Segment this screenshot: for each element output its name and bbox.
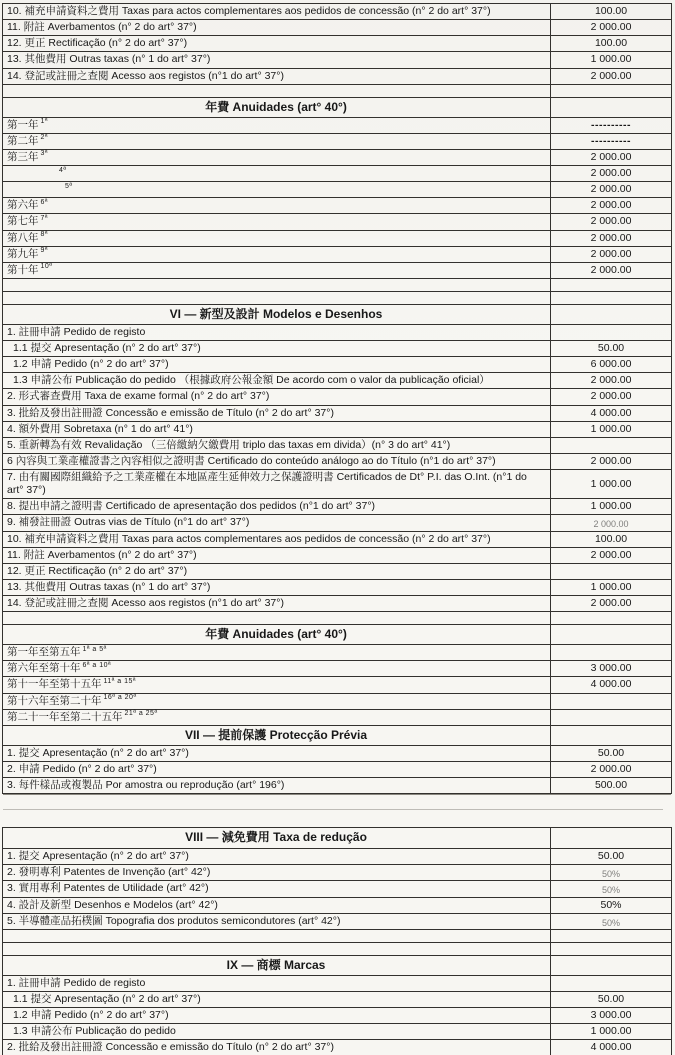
- fee-amount-cell: [551, 865, 671, 880]
- fee-amount-cell: [551, 849, 671, 864]
- fee-amount: 4 000.00: [590, 406, 632, 419]
- fee-amount-cell: [551, 231, 671, 246]
- fee-label: 第十六年至第二十年 $^{16ª a 20ª}$: [3, 694, 551, 709]
- table-block-reduction-fees-and-marks: [2, 827, 672, 1055]
- fee-amount-cell: [551, 438, 671, 453]
- fee-amount-cell: [551, 279, 671, 291]
- fee-label: 4. 設計及新型 Desenhos e Modelos (art° 42°): [3, 898, 551, 913]
- fee-row: [3, 913, 671, 929]
- fee-row: [3, 991, 671, 1007]
- fee-label: 第六年至第十年 $^{6ª a 10ª}$: [3, 661, 551, 676]
- fee-row: [3, 356, 671, 372]
- fee-amount-cell: [551, 69, 671, 84]
- fee-label: 1. 提交 Apresentação (n° 2 do art° 37°): [3, 849, 551, 864]
- fee-amount: 6 000.00: [590, 358, 632, 371]
- fee-label: 10. 補充申請資料之費用 Taxas para actos complementares aos pedidos de concessão (n° 2 do art° 37°): [3, 532, 551, 547]
- fee-row: [3, 437, 671, 453]
- fee-amount: 2 000.00: [590, 199, 632, 212]
- fee-label: 9. 補發註冊證 Outras vias de Título (n°1 do art° 37°): [3, 515, 551, 530]
- year-range-superscript: 3ª: [40, 150, 48, 158]
- fee-amount: 2 000.00: [590, 762, 632, 775]
- fee-amount: ----------: [591, 118, 631, 131]
- blank-row: [3, 942, 671, 955]
- section-title: 年費 Anuidades (art° 40°): [3, 625, 551, 644]
- fee-amount-cell: [551, 357, 671, 372]
- fee-label: 第八年 $^{8ª}$: [3, 231, 551, 246]
- fee-amount-cell: [551, 20, 671, 35]
- fee-row: [3, 4, 671, 19]
- fee-amount: 2 000.00: [590, 548, 632, 561]
- fee-label: 13. 其他費用 Outras taxas (n° 1 do art° 37°): [3, 52, 551, 67]
- fee-amount-cell: [551, 499, 671, 514]
- fee-label: 2. 批給及發出註冊證 Concessão e emissão do Título (n° 2 do art° 37°): [3, 1040, 551, 1055]
- fee-label: 8. 提出申請之證明書 Certificado de apresentação dos pedidos (n°1 do art° 37°): [3, 499, 551, 514]
- fee-row: [3, 975, 671, 991]
- fee-amount-cell: [551, 150, 671, 165]
- fee-amount: 2 000.00: [590, 150, 632, 163]
- blank-row: [3, 291, 671, 304]
- fee-amount: 2 000.00: [590, 215, 632, 228]
- fee-amount-cell: [551, 548, 671, 563]
- fee-amount-cell: [551, 422, 671, 437]
- fee-row: [3, 149, 671, 165]
- fee-amount: ----------: [591, 134, 631, 147]
- fee-amount-cell: [551, 1040, 671, 1055]
- fee-amount: 50%: [600, 898, 622, 911]
- year-range-superscript: 6ª a 10ª: [82, 661, 112, 669]
- section-title: VIII — 減免費用 Taxa de redução: [3, 828, 551, 848]
- fee-amount-cell: [551, 726, 671, 745]
- fee-row: [3, 421, 671, 437]
- fee-label: [3, 85, 551, 97]
- fee-label: 13. 其他費用 Outras taxas (n° 1 do art° 37°): [3, 580, 551, 595]
- section-header-row: [3, 725, 671, 745]
- fee-label: 5. 半導體產品拓樸圖 Topografia dos produtos semicondutores (art° 42°): [3, 914, 551, 929]
- fee-amount-cell: [551, 85, 671, 97]
- fee-row: [3, 246, 671, 262]
- year-range-superscript: 21ª a 25ª: [124, 710, 158, 718]
- fee-label: 1.2 申請 Pedido (n° 2 do art° 37°): [3, 357, 551, 372]
- fee-amount-cell: [551, 1024, 671, 1039]
- fee-row: [3, 897, 671, 913]
- fee-label: 14. 登記或註冊之查閱 Acesso aos registos (n°1 do art° 37°): [3, 69, 551, 84]
- fee-label: 12. 更正 Rectificação (n° 2 do art° 37°): [3, 36, 551, 51]
- year-range-superscript: 7ª: [40, 214, 48, 222]
- fee-amount-cell: [551, 166, 671, 181]
- fee-amount-cell: [551, 992, 671, 1007]
- fee-amount-cell: [551, 943, 671, 955]
- fee-amount-cell: [551, 406, 671, 421]
- fee-row: [3, 181, 671, 197]
- fee-amount: 1 000.00: [590, 1025, 632, 1038]
- fee-row: [3, 1039, 671, 1055]
- section-header-row: [3, 97, 671, 117]
- fee-amount-cell: [551, 661, 671, 676]
- fee-amount-cell: [551, 292, 671, 304]
- year-range-superscript: 1ª a 5ª: [82, 645, 107, 653]
- fee-row: [3, 324, 671, 340]
- fee-amount: 2 000.00: [590, 183, 632, 196]
- fee-label: [3, 182, 551, 197]
- year-range-superscript: 16ª a 20ª: [103, 694, 137, 701]
- fee-label: 5. 重新轉為有效 Revalidação （三倍繳納欠繳費用 triplo das taxas em divida）(n° 3 do art° 41°): [3, 438, 551, 453]
- fee-label: 11. 附註 Averbamentos (n° 2 do art° 37°): [3, 20, 551, 35]
- fee-label: 7. 由有關國際組織給予之工業產權在本地區產生延伸效力之保護證明書 Certificados de Dt° P.I. das O.Int. (n°1 do art° 37°): [3, 470, 551, 498]
- fee-amount: 1 000.00: [590, 422, 632, 435]
- fee-row: [3, 230, 671, 246]
- fee-label: 2. 形式審查費用 Taxa de exame formal (n° 2 do art° 37°): [3, 389, 551, 404]
- fee-amount: 50.00: [597, 850, 625, 863]
- fee-label: 1. 註冊申請 Pedido de registo: [3, 976, 551, 991]
- fee-row: [3, 453, 671, 469]
- fee-amount-cell: [551, 263, 671, 278]
- fee-label: 第六年 $^{6ª}$: [3, 198, 551, 213]
- fee-amount: 100.00: [594, 37, 628, 50]
- fee-label: 1.3 申請公布 Publicação do pedido （根據政府公報金額 De acordo com o valor da publicação oficial）: [3, 373, 551, 388]
- section-header-row: [3, 624, 671, 644]
- fee-row: [3, 35, 671, 51]
- fee-row: [3, 644, 671, 660]
- fee-amount-cell: [551, 4, 671, 19]
- fee-amount: 50.00: [597, 992, 625, 1005]
- fee-row: [3, 660, 671, 676]
- fee-row: [3, 19, 671, 35]
- year-range-superscript: 1ª: [40, 118, 48, 126]
- fee-row: [3, 340, 671, 356]
- section-header-row: [3, 828, 671, 848]
- fee-amount-cell: [551, 198, 671, 213]
- fee-label: 3. 每件樣品或複製品 Por amostra ou reprodução (art° 196°): [3, 778, 551, 793]
- fee-row: [3, 880, 671, 896]
- fee-label: 第七年 $^{7ª}$: [3, 214, 551, 229]
- year-range-superscript: 6ª: [40, 198, 48, 206]
- fee-label: 1. 提交 Apresentação (n° 2 do art° 37°): [3, 746, 551, 761]
- fee-label: [3, 166, 551, 181]
- fee-row: [3, 761, 671, 777]
- fee-row: [3, 676, 671, 692]
- fee-label: 12. 更正 Rectificação (n° 2 do art° 37°): [3, 564, 551, 579]
- fee-row: [3, 864, 671, 880]
- fee-amount-cell: [551, 898, 671, 913]
- fee-amount: 4 000.00: [590, 1041, 632, 1054]
- fee-amount: 50%: [601, 885, 620, 896]
- fee-amount-cell: [551, 532, 671, 547]
- fee-row: [3, 563, 671, 579]
- fee-amount: 50.00: [597, 342, 625, 354]
- fee-amount-cell: [551, 914, 671, 929]
- fee-amount: 3 000.00: [590, 662, 632, 675]
- fee-row: [3, 117, 671, 133]
- fee-label: 第十一年至第十五年 $^{11ª a 15ª}$: [3, 677, 551, 692]
- fee-row: [3, 531, 671, 547]
- fee-amount-cell: [551, 677, 671, 692]
- year-range-superscript: 9ª: [40, 247, 48, 255]
- section-title: 年費 Anuidades (art° 40°): [3, 98, 551, 117]
- fee-label: 6 內容與工業產權證書之內容相似之證明書 Certificado do conteúdo análogo ao do Título (n°1 do art° 37°): [3, 454, 551, 469]
- fee-amount-cell: [551, 746, 671, 761]
- year-range-superscript: 2ª: [40, 134, 48, 142]
- fee-amount-cell: [551, 976, 671, 991]
- year-range-superscript: 8ª: [40, 231, 48, 238]
- fee-amount-cell: [551, 645, 671, 660]
- fee-label: 第三年 $^{3ª}$: [3, 150, 551, 165]
- fee-amount: 2 000.00: [590, 454, 632, 467]
- fee-amount-cell: [551, 930, 671, 942]
- fee-row: [3, 388, 671, 404]
- fee-label: 1.3 申請公布 Publicação do pedido: [3, 1024, 551, 1039]
- fee-amount: 2 000.00: [593, 519, 629, 530]
- blank-row: [3, 929, 671, 942]
- fee-row: [3, 595, 671, 611]
- fee-amount-cell: [551, 710, 671, 725]
- fee-label: 第一年 $^{1ª}$: [3, 118, 551, 133]
- fee-row: [3, 133, 671, 149]
- fee-amount: 2 000.00: [590, 390, 632, 403]
- fee-label: 1.1 提交 Apresentação (n° 2 do art° 37°): [3, 992, 551, 1007]
- fee-amount-cell: [551, 956, 671, 975]
- fee-amount: 2 000.00: [590, 597, 632, 609]
- fee-label: 2. 發明專利 Patentes de Invenção (art° 42°): [3, 865, 551, 880]
- fee-label: [3, 930, 551, 942]
- fee-amount-cell: [551, 305, 671, 324]
- fee-amount-cell: [551, 828, 671, 848]
- fee-label: 2. 申請 Pedido (n° 2 do art° 37°): [3, 762, 551, 777]
- fee-amount-cell: [551, 580, 671, 595]
- fee-amount: 2 000.00: [590, 69, 632, 82]
- fee-amount: 1 000.00: [590, 580, 632, 593]
- fee-amount-cell: [551, 778, 671, 793]
- fee-amount-cell: [551, 694, 671, 709]
- fee-amount-cell: [551, 182, 671, 197]
- fee-row: [3, 693, 671, 709]
- fee-amount-cell: [551, 214, 671, 229]
- section-title: VII — 提前保護 Protecção Prévia: [3, 726, 551, 745]
- fee-amount-cell: [551, 118, 671, 133]
- fee-amount: 100.00: [594, 5, 628, 17]
- fee-label: 1.1 提交 Apresentação (n° 2 do art° 37°): [3, 341, 551, 356]
- section-header-row: [3, 955, 671, 975]
- fee-amount-cell: [551, 52, 671, 67]
- fee-amount: 500.00: [594, 779, 628, 791]
- fee-row: [3, 405, 671, 421]
- fee-amount-cell: [551, 515, 671, 530]
- fee-amount-cell: [551, 762, 671, 777]
- fee-amount-cell: [551, 596, 671, 611]
- year-range-superscript: 10ª: [40, 263, 53, 271]
- fee-amount-cell: [551, 134, 671, 149]
- section-title: IX — 商標 Marcas: [3, 956, 551, 975]
- fee-amount: 1 000.00: [590, 500, 632, 513]
- fee-row: [3, 372, 671, 388]
- fee-label: 4. 額外費用 Sobretaxa (n° 1 do art° 41°): [3, 422, 551, 437]
- fee-amount: 4 000.00: [590, 678, 632, 691]
- fee-amount: 50%: [601, 869, 620, 880]
- fee-label: 第一年至第五年 $^{1ª a 5ª}$: [3, 645, 551, 660]
- year-range-superscript: 11ª a 15ª: [103, 677, 137, 685]
- fee-amount: 2 000.00: [590, 231, 632, 244]
- fee-label: 10. 補充申請資料之費用 Taxas para actos complementares aos pedidos de concessão (n° 2 do art° 37°): [3, 4, 551, 19]
- year-range-superscript: 5ª: [65, 182, 73, 190]
- fee-amount-cell: [551, 470, 671, 498]
- fee-label: [3, 292, 551, 304]
- fee-label: [3, 612, 551, 624]
- fee-amount: 100.00: [594, 532, 628, 545]
- table-break-gap: [3, 794, 671, 827]
- fee-amount: 2 000.00: [590, 374, 632, 387]
- fee-label: 1. 註冊申請 Pedido de registo: [3, 325, 551, 340]
- fee-label: 第二年 $^{2ª}$: [3, 134, 551, 149]
- fee-label: 3. 批給及發出註冊證 Concessão e emissão de Título (n° 2 do art° 37°): [3, 406, 551, 421]
- fee-amount-cell: [551, 325, 671, 340]
- fee-row: [3, 68, 671, 84]
- fee-amount: 1 000.00: [590, 477, 632, 490]
- section-header-row: [3, 304, 671, 324]
- fee-row: [3, 709, 671, 725]
- blank-row: [3, 611, 671, 624]
- fee-amount: 1 000.00: [590, 53, 632, 66]
- fee-label: 3. 實用專利 Patentes de Utilidade (art° 42°): [3, 881, 551, 896]
- fee-row: [3, 213, 671, 229]
- fee-label: 11. 附註 Averbamentos (n° 2 do art° 37°): [3, 548, 551, 563]
- fee-label: 第十年 $^{10ª}$: [3, 263, 551, 278]
- fee-amount: 2 000.00: [590, 263, 632, 276]
- fee-amount: 50.00: [597, 746, 625, 759]
- fee-amount-cell: [551, 1008, 671, 1023]
- fee-row: [3, 1007, 671, 1023]
- section-title: VI — 新型及設計 Modelos e Desenhos: [3, 305, 551, 324]
- fee-label: [3, 279, 551, 291]
- fee-amount: 50%: [601, 917, 620, 928]
- fee-amount-cell: [551, 881, 671, 896]
- fee-row: [3, 745, 671, 761]
- fee-amount: 2 000.00: [590, 247, 632, 260]
- fee-row: [3, 579, 671, 595]
- fee-label: 第九年 $^{9ª}$: [3, 247, 551, 262]
- fee-row: [3, 469, 671, 498]
- year-range-superscript: 4ª: [59, 166, 67, 174]
- fee-amount-cell: [551, 454, 671, 469]
- fee-amount: 2 000.00: [590, 21, 632, 34]
- fee-amount: 2 000.00: [590, 167, 632, 179]
- fee-amount-cell: [551, 564, 671, 579]
- fee-row: [3, 262, 671, 278]
- fee-table: [2, 3, 672, 1055]
- fee-label: 1.2 申請 Pedido (n° 2 do art° 37°): [3, 1008, 551, 1023]
- fee-row: [3, 197, 671, 213]
- fee-row: [3, 547, 671, 563]
- fee-row: [3, 51, 671, 67]
- fee-amount-cell: [551, 625, 671, 644]
- fee-label: [3, 943, 551, 955]
- fee-amount-cell: [551, 389, 671, 404]
- fee-row: [3, 777, 671, 793]
- fee-amount-cell: [551, 612, 671, 624]
- table-block-patents-fees-continued-and-annuities-and-models: [2, 3, 672, 794]
- fee-row: [3, 1023, 671, 1039]
- fee-amount-cell: [551, 373, 671, 388]
- blank-row: [3, 278, 671, 291]
- fee-row: [3, 165, 671, 181]
- fee-label: 14. 登記或註冊之查閱 Acesso aos registos (n°1 do art° 37°): [3, 596, 551, 611]
- blank-row: [3, 84, 671, 97]
- fee-label: 第二十一年至第二十五年 $^{21ª a 25ª}$: [3, 710, 551, 725]
- fee-row: [3, 498, 671, 514]
- fee-row: [3, 848, 671, 864]
- fee-row: [3, 514, 671, 530]
- fee-amount-cell: [551, 98, 671, 117]
- fee-amount-cell: [551, 341, 671, 356]
- fee-amount: 3 000.00: [590, 1009, 632, 1021]
- fee-amount-cell: [551, 247, 671, 262]
- fee-amount-cell: [551, 36, 671, 51]
